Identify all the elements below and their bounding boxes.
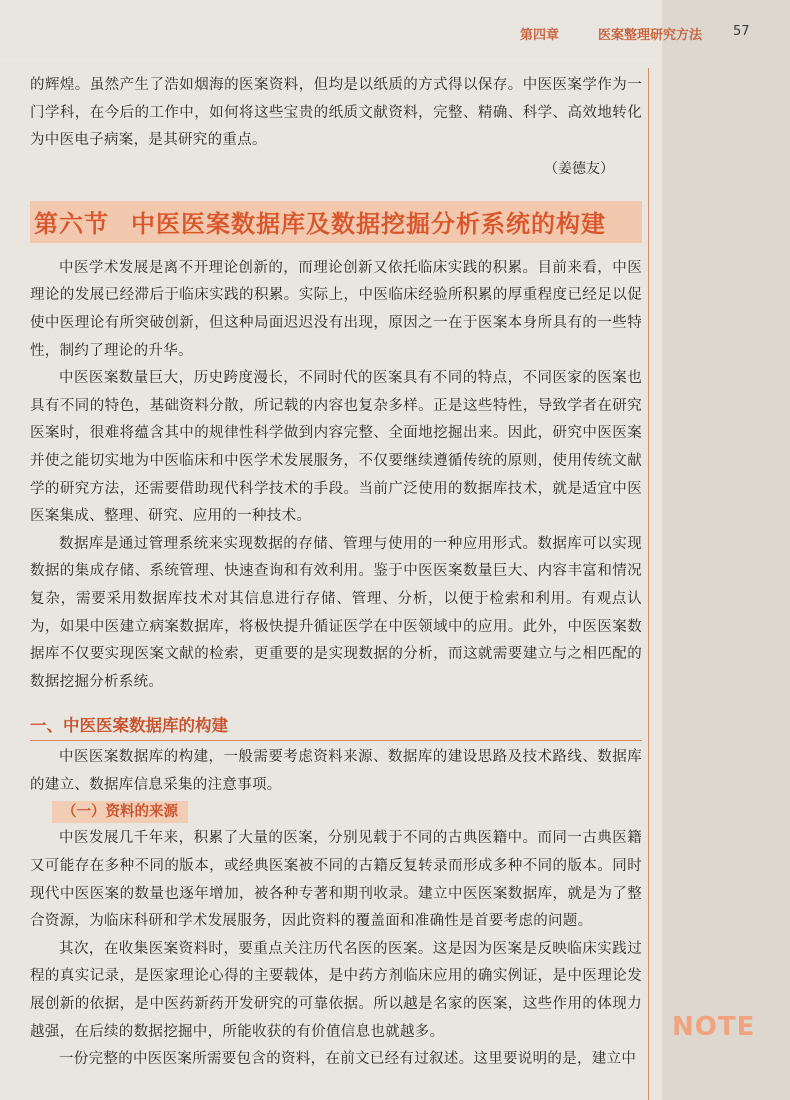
section-paragraph: 中医学术发展是离不开理论创新的，而理论创新又依托临床实践的积累。目前来看，中医理论的发展已经滞后于临床实践的积累。实际上，中医临床经验所积累的厚重程度已经足以促使中医理论有所突破创新，但这种局面迟迟没有出现，原因之一在于医案本身所具有的一些特性，制约了理论的升华。 <box>30 259 642 359</box>
section-paragraph: 数据库是通过管理系统来实现数据的存储、管理与使用的一种应用形式。数据库可以实现数据的集成存储、系统管理、快速查询和有效利用。鉴于中医医案数量巨大、内容丰富和情况复杂，需要采用数据库技术对其信息进行存储、管理、分析，以便于检索和利用。有观点认为，如果中医建立病案数据库，将极快提升循证医学在中医领域中的应用。此外，中医医案数据库不仅要实现医案文献的检索，更重要的是实现数据的分析，而这就需要建立与之相匹配的数据挖掘分析系统。 <box>30 535 642 690</box>
section-number: 第六节 <box>34 209 109 238</box>
subsection-paragraph: 一份完整的中医医案所需要包含的资料，在前文已经有过叙述。这里要说明的是，建立中 <box>59 1051 637 1068</box>
subsection-intro: 中医医案数据库的构建，一般需要考虑资料来源、数据库的建设思路及技术路线、数据库的建立、数据库信息采集的注意事项。 <box>30 749 642 793</box>
page-number: 57 <box>733 24 750 39</box>
author-credit: （姜德友） <box>544 160 614 177</box>
margin-rule <box>648 68 649 1100</box>
subsection-paragraph: 其次，在收集医案资料时，要重点关注历代名医的医案。这是因为医案是反映临床实践过程的真实记录，是医家理论心得的主要载体，是中药方剂临床应用的确实例证，是中医理论发展创新的依据，是中医药新药开发研究的可靠依据。所以越是名家的医案，这些作用的体现力越强，在后续的数据挖掘中，所能收获的有价值信息也就越多。 <box>30 940 642 1040</box>
chapter-label: 第四章 <box>520 28 560 43</box>
note-label: NOTE <box>672 1012 756 1042</box>
running-header <box>520 24 770 50</box>
section-title: 中医医案数据库及数据挖掘分析系统的构建 <box>131 209 606 238</box>
subsubsection-heading <box>30 799 642 825</box>
section-paragraph: 中医医案数量巨大，历史跨度漫长，不同时代的医案具有不同的特点，不同医家的医案也具有不同的特色，基础资料分散，所记载的内容也复杂多样。正是这些特性，导致学者在研究医案时，很难将蕴含其中的规律性科学做到内容完整、全面地挖掘出来。因此，研究中医医案并使之能切实地为中医临床和中医学术发展服务，不仅要继续遵循传统的原则，使用传统文献学的研究方法，还需要借助现代科学技术的手段。当前广泛使用的数据库技术，就是适宜中医医案集成、整理、研究、应用的一种技术。 <box>30 370 642 525</box>
intro-paragraph: 的辉煌。虽然产生了浩如烟海的医案资料，但均是以纸质的方式得以保存。中医医案学作为一门学科，在今后的工作中，如何将这些宝贵的纸质文献资料，完整、精确、科学、高效地转化为中医电子病案，是其研究的重点。 <box>30 77 642 149</box>
main-text <box>30 72 642 1074</box>
subsection-rule <box>30 740 642 741</box>
note-margin <box>662 0 790 1100</box>
subsection-heading <box>30 710 642 738</box>
section-heading <box>30 201 642 243</box>
subsubsection-title: （一）资料的来源 <box>52 801 188 823</box>
chapter-title: 医案整理研究方法 <box>598 28 703 43</box>
subsection-title: 一、中医医案数据库的构建 <box>30 716 228 736</box>
subsection-paragraph: 中医发展几千年来，积累了大量的医案，分别见载于不同的古典医籍中。而同一古典医籍又可能存在多种不同的版本，或经典医案被不同的古籍反复转录而形成多种不同的版本。同时现代中医医案的数量也逐年增加，被各种专著和期刊收录。建立中医医案数据库，就是为了整合资源，为临床科研和学术发展服务，因此资料的覆盖面和准确性是首要考虑的问题。 <box>30 830 642 930</box>
